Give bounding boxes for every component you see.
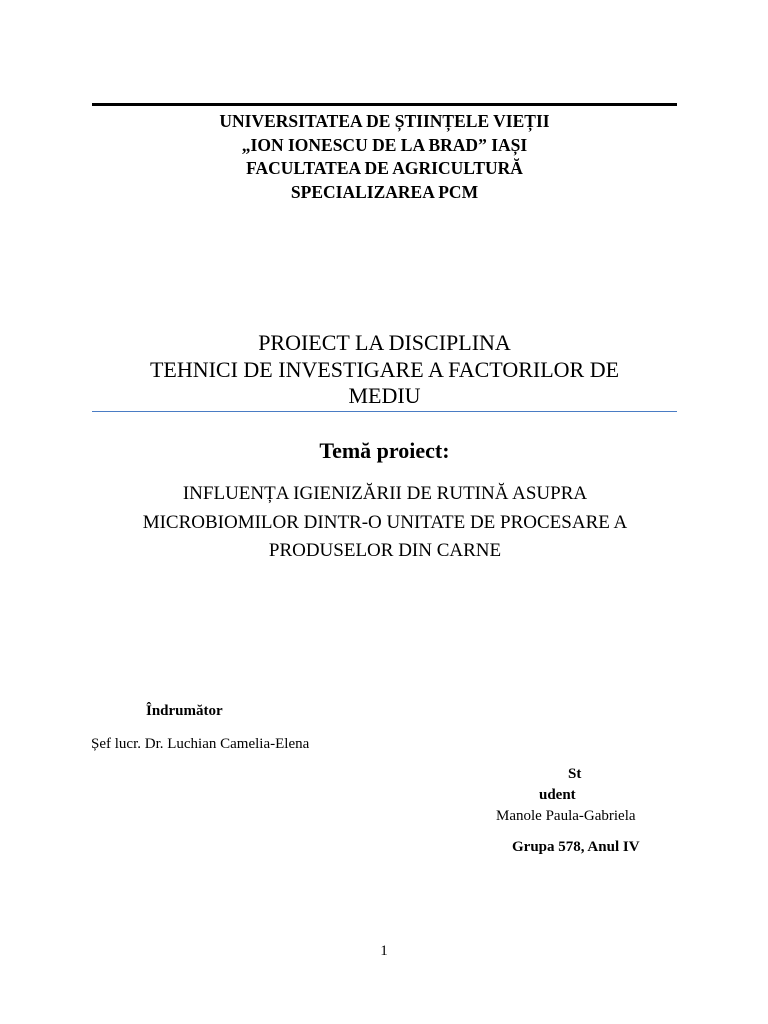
institution-line: UNIVERSITATEA DE ȘTIINȚELE VIEȚII bbox=[219, 111, 550, 131]
theme-text bbox=[80, 480, 690, 566]
theme-line: PRODUSELOR DIN CARNE bbox=[268, 540, 502, 561]
title-underline-rule bbox=[92, 411, 677, 412]
project-line: MEDIU bbox=[348, 383, 421, 408]
project-line: TEHNICI DE INVESTIGARE A FACTORILOR DE bbox=[149, 356, 620, 382]
project-line: PROIECT LA DISCIPLINA bbox=[258, 330, 511, 355]
specialization-line: SPECIALIZAREA PCM bbox=[290, 181, 479, 202]
theme-line: INFLUENȚA IGIENIZĂRII DE RUTINĂ ASUPRA bbox=[182, 483, 588, 504]
theme-line: MICROBIOMILOR DINTR-O UNITATE DE PROCESARE A bbox=[142, 511, 628, 533]
top-rule bbox=[92, 103, 677, 106]
institution-line: „ION IONESCU DE LA BRAD” IAȘI bbox=[241, 134, 528, 155]
supervisor-name: Șef lucr. Dr. Luchian Camelia-Elena bbox=[91, 736, 310, 752]
page-number: 1 bbox=[380, 943, 388, 959]
student-group: Grupa 578, Anul IV bbox=[512, 839, 640, 855]
student-label-part1: St bbox=[568, 766, 582, 782]
supervisor-label: Îndrumător bbox=[146, 703, 223, 719]
institution-header bbox=[92, 110, 677, 204]
theme-heading: Temă proiect: bbox=[319, 438, 450, 463]
student-label-part2: udent bbox=[539, 787, 576, 803]
faculty-line: FACULTATEA DE AGRICULTURĂ bbox=[246, 158, 523, 178]
student-name: Manole Paula-Gabriela bbox=[496, 808, 636, 824]
project-discipline-title bbox=[92, 330, 677, 410]
